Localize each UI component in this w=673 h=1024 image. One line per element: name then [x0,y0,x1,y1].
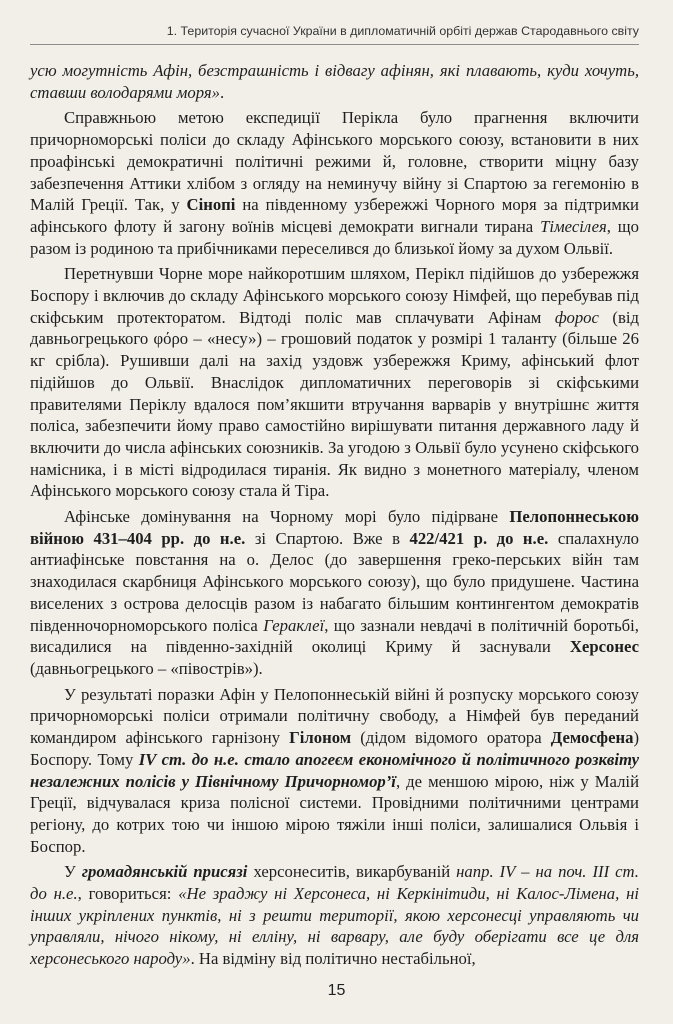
text-run: , що разом із родиною та прибічниками переселився до близької йому за духом Ольвії. [30,216,639,258]
bold-text: Пелопоннеською війною 431–404 рр. до н.е. [30,507,639,548]
text-run: на південному узбережжі Чорного моря за підтримки афінського флоту й загону воїнів місцеві демократи вигнали тирана [30,195,639,236]
bold-text: Херсонес [569,637,639,657]
text-run: , що зазнали невдачі в політичній боротьбі, висадилися на південно-західній околиці Криму й заснували [30,615,639,657]
bold-italic-text: громадянській присязі [81,862,248,882]
text-run: У [64,862,82,882]
text-run: Афінське домінування на Чорному морі було підірване [64,507,510,527]
body-text [30,60,639,970]
text-run: , говориться: [77,884,179,904]
paragraph [30,506,639,680]
italic-text: напр. IV – на поч. III ст. до н.е. [30,862,639,904]
italic-text: «Не зраджу ні Херсонеса, ні Керкінітиди, ні Калос-Лімена, ні інших укріплених пунктів, ні з решти території, якою херсонесці управляють чи управляли, нічого нікому, ні елліну, ні варвару, але буду оберігати все це для херсонеського народу» [30,884,639,969]
text-run: (від давньогрецького φόρο – «несу») – грошовий податок у розмірі 1 таланту (більше 26 кг срібла). Рушивши далі на захід уздовж узбережжя Криму, афінський флот підійшов до Ольвії. Внаслідок дипломатичних переговорів зі скіфськими правителями Періклу вдалося пом’якшити втручання варварів у внутрішнє життя поліса, забезпечити йому право самостійно вирішувати питання державного ладу й включити до числа афінських союзників. За угодою з Ольвії було усунено скіфського намісника, і в місті відродилася тиранія. Як видно з монетного матеріалу, членом Афінського морського союзу стала й Тіра. [30,307,639,501]
bold-italic-text: IV ст. до н.е. стало апогеєм економічного й політичного розквіту незалежних полісів у Північному Причорномор’ї [30,749,639,791]
text-run: . [219,82,225,102]
paragraph [30,60,639,103]
text-run: ) Боспору. Тому [30,728,640,769]
text-run: Перетнувши Чорне море найкоротшим шляхом, Перікл підійшов до узбережжя Боспору і включив до складу Афінського морського союзу Німфей, що перебував під скіфським протекторатом. Відтоді поліс мав сплачувати Афінам [30,264,639,327]
paragraph [30,684,639,858]
italic-text: Тімесілея [540,216,607,236]
text-run: (давньогрецького – «півострів»). [30,658,263,678]
text-run: . На відміну від політично нестабільної, [190,949,476,969]
text-run: , де меншою мірою, ніж у Малій Греції, відчувалася криза полісної системи. Провідними політичними центрами регіону, до котрих тою чи іншою мірою тяжіли інші поліси, залишалися Ольвія і Боспор. [30,771,639,856]
text-run: спалахнуло антиафінське повстання на о. Делос (до завершення греко-перських війн там знаходилася скарбниця Афінського морського союзу), що було придушене. Частина виселених з острова делосців разом із набагато більшим контингентом демократів південночорноморського поліса [30,528,640,635]
text-run: зі Спартою. Вже в [245,528,410,548]
paragraph [30,263,639,502]
bold-text: Демосфена [550,728,634,748]
bold-text: Сінопі [186,195,236,215]
text-run: Справжньою метою експедиції Перікла було прагнення включити причорноморські поліси до складу Афінського морського союзу, встановити в них проафінські демократичні політичні режими й, головне, створити міцну базу забезпечення Аттики хлібом з огляду на неминучу війну зі Спартою за гегемонію в Малій Греції. Так, у [30,108,639,215]
text-run: У результаті поразки Афін у Пелопоннеській війні й розпуску морського союзу причорноморські поліси отримали політичну свободу, а Німфей був переданий командиром афінського гарнізону [30,684,639,748]
italic-text: Гераклеї [263,615,325,635]
italic-text: форос [554,307,599,327]
running-header: 1. Територія сучасної України в дипломатичній орбіті держав Стародавнього світу [30,24,639,45]
paragraph [30,107,639,259]
bold-text: Гілоном [289,728,352,748]
bold-text: 422/421 р. до н.е. [409,528,549,548]
text-run: (дідом відомого оратора [351,728,551,748]
paragraph [30,861,639,970]
page-number: 15 [327,982,346,999]
text-run: херсонеситів, викарбуваній [247,862,457,882]
italic-text: усю могутність Афін, безстрашність і відвагу афінян, які плавають, куди хочуть, ставши володарями моря» [30,61,639,102]
